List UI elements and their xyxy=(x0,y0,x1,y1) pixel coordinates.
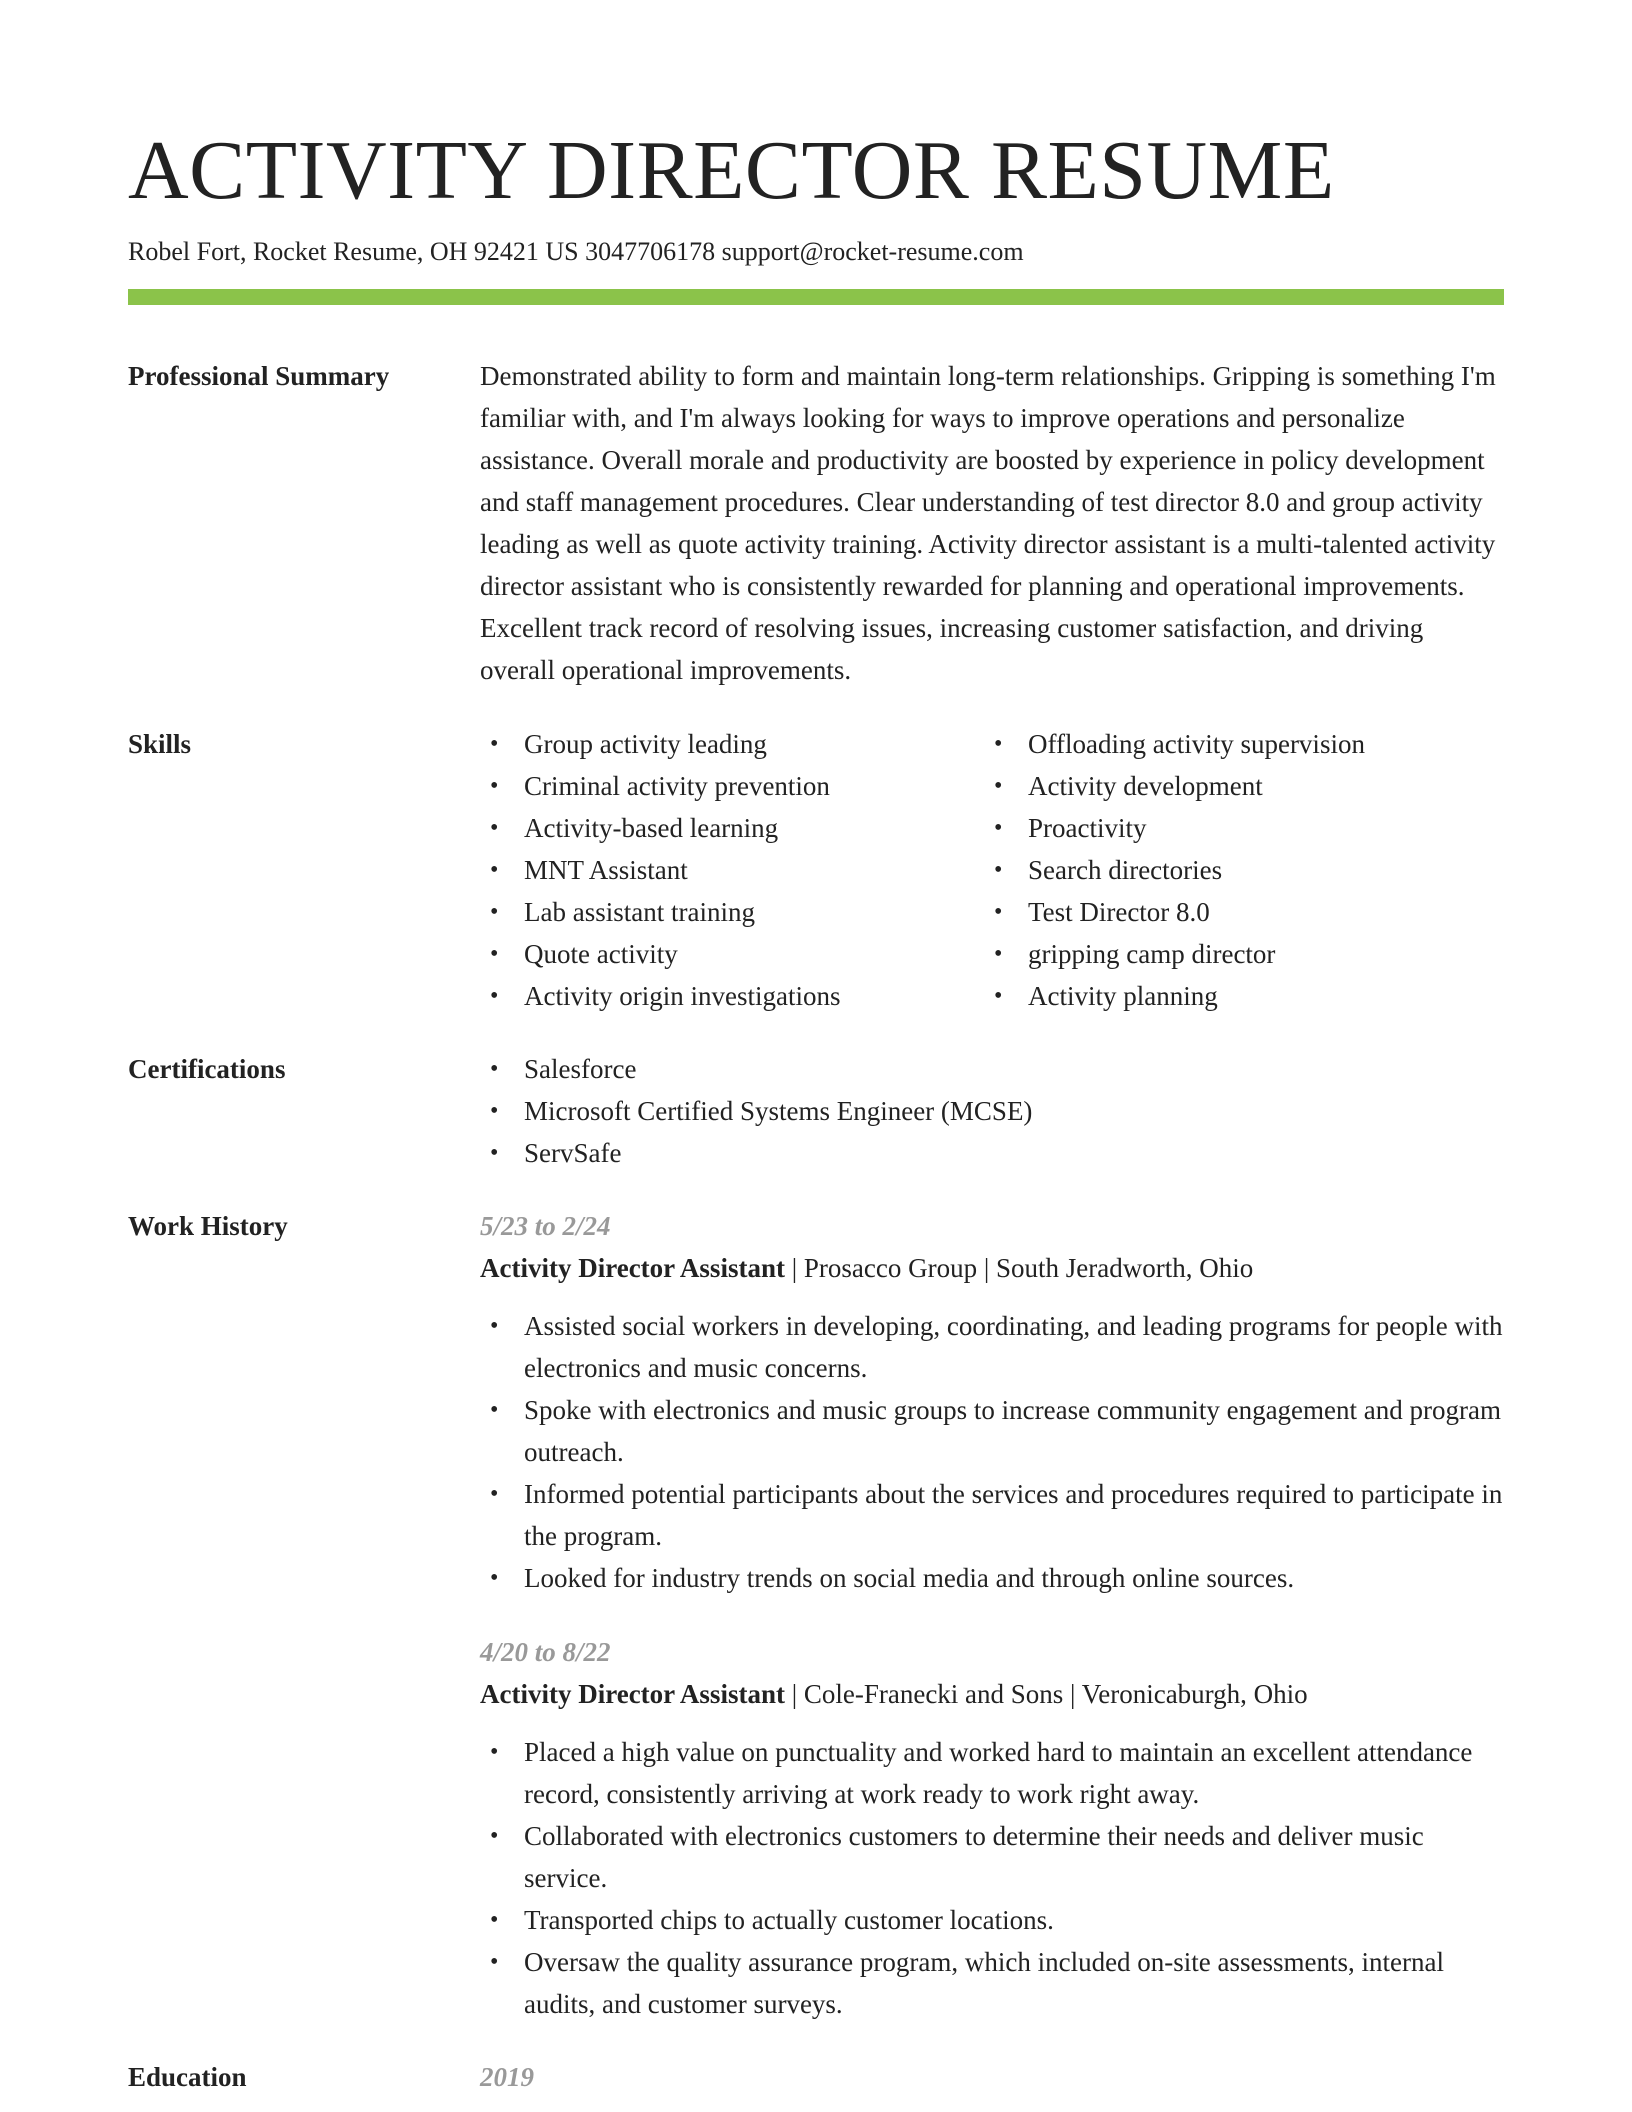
job-header xyxy=(480,1673,1504,1715)
skills-grid xyxy=(480,723,1504,1017)
work-history-body xyxy=(480,1205,1504,2025)
skills-section xyxy=(128,723,1504,1017)
section-label-skills: Skills xyxy=(128,729,192,759)
skill-item: • Activity-based learning xyxy=(480,807,984,849)
contact-line: Robel Fort, Rocket Resume, OH 92421 US 3047706178 support@rocket-resume.com xyxy=(128,237,1024,266)
education-body xyxy=(480,2056,1504,2098)
job-bullet: • Informed potential participants about the services and procedures required to participate in the program. xyxy=(480,1473,1504,1557)
job-header xyxy=(480,1247,1504,1289)
skill-item: • Proactivity xyxy=(984,807,1504,849)
accent-divider xyxy=(128,289,1504,305)
skill-item: • Test Director 8.0 xyxy=(984,891,1504,933)
skill-item: • Activity development xyxy=(984,765,1504,807)
resume-title: ACTIVITY DIRECTOR RESUME xyxy=(128,124,1335,217)
skill-item: • Offloading activity supervision xyxy=(984,723,1504,765)
job-bullet: • Looked for industry trends on social media and through online sources. xyxy=(480,1557,1504,1599)
skill-item: • Activity origin investigations xyxy=(480,975,984,1017)
certification-item: • Salesforce xyxy=(480,1048,1504,1090)
certifications-list xyxy=(480,1048,1504,1174)
certification-item: • Microsoft Certified Systems Engineer (MCSE) xyxy=(480,1090,1504,1132)
skill-item: • Lab assistant training xyxy=(480,891,984,933)
section-label-work-history: Work History xyxy=(128,1211,288,1241)
job-dates: 5/23 to 2/24 xyxy=(480,1211,611,1241)
certifications-section xyxy=(128,1048,1504,1174)
job-title: Activity Director Assistant xyxy=(480,1253,785,1283)
skill-item: • Group activity leading xyxy=(480,723,984,765)
education-section xyxy=(128,2056,1504,2098)
job-employer-location: | Prosacco Group | South Jeradworth, Ohio xyxy=(784,1253,1254,1283)
job-bullet: • Transported chips to actually customer locations. xyxy=(480,1899,1504,1941)
skill-item: • Criminal activity prevention xyxy=(480,765,984,807)
job-bullets xyxy=(480,1305,1504,1599)
job-bullet: • Placed a high value on punctuality and worked hard to maintain an excellent attendance record, consistently arriving at work ready to work right away. xyxy=(480,1731,1504,1815)
job-bullets xyxy=(480,1731,1504,2025)
job-entry xyxy=(480,1631,1504,2025)
education-dates: 2019 xyxy=(480,2062,534,2092)
job-bullet: • Spoke with electronics and music groups to increase community engagement and program outreach. xyxy=(480,1389,1504,1473)
summary-text: Demonstrated ability to form and maintain long-term relationships. Gripping is something I'm familiar with, and I'm always looking for ways to improve operations and personalize assistance. Overall morale and productivity are boosted by experience in policy development and staff management procedures. Clear understanding of test director 8.0 and group activity leading as well as quote activity training. Activity director assistant is a multi-talented activity director assistant who is consistently rewarded for planning and operational improvements. Excellent track record of resolving issues, increasing customer satisfaction, and driving overall operational improvements. xyxy=(480,361,1496,685)
skills-column-right xyxy=(984,723,1504,1017)
certification-item: • ServSafe xyxy=(480,1132,1504,1174)
work-history-section xyxy=(128,1205,1504,2025)
job-entry xyxy=(480,1205,1504,1599)
section-label-education: Education xyxy=(128,2062,247,2092)
summary-section xyxy=(128,355,1504,691)
skill-item: • Search directories xyxy=(984,849,1504,891)
job-bullet: • Assisted social workers in developing, coordinating, and leading programs for people with electronics and music concerns. xyxy=(480,1305,1504,1389)
job-bullet: • Collaborated with electronics customers to determine their needs and deliver music service. xyxy=(480,1815,1504,1899)
job-bullet: • Oversaw the quality assurance program, which included on-site assessments, internal audits, and customer surveys. xyxy=(480,1941,1504,2025)
section-label-certifications: Certifications xyxy=(128,1054,286,1084)
skill-item: • Activity planning xyxy=(984,975,1504,1017)
job-title: Activity Director Assistant xyxy=(480,1679,785,1709)
job-dates: 4/20 to 8/22 xyxy=(480,1637,611,1667)
skill-item: • MNT Assistant xyxy=(480,849,984,891)
skill-item: • Quote activity xyxy=(480,933,984,975)
section-label-summary: Professional Summary xyxy=(128,361,390,391)
job-employer-location: | Cole-Franecki and Sons | Veronicaburgh, Ohio xyxy=(784,1679,1308,1709)
skill-item: • gripping camp director xyxy=(984,933,1504,975)
skills-column-left xyxy=(480,723,984,1017)
certifications-body xyxy=(480,1048,1504,1174)
